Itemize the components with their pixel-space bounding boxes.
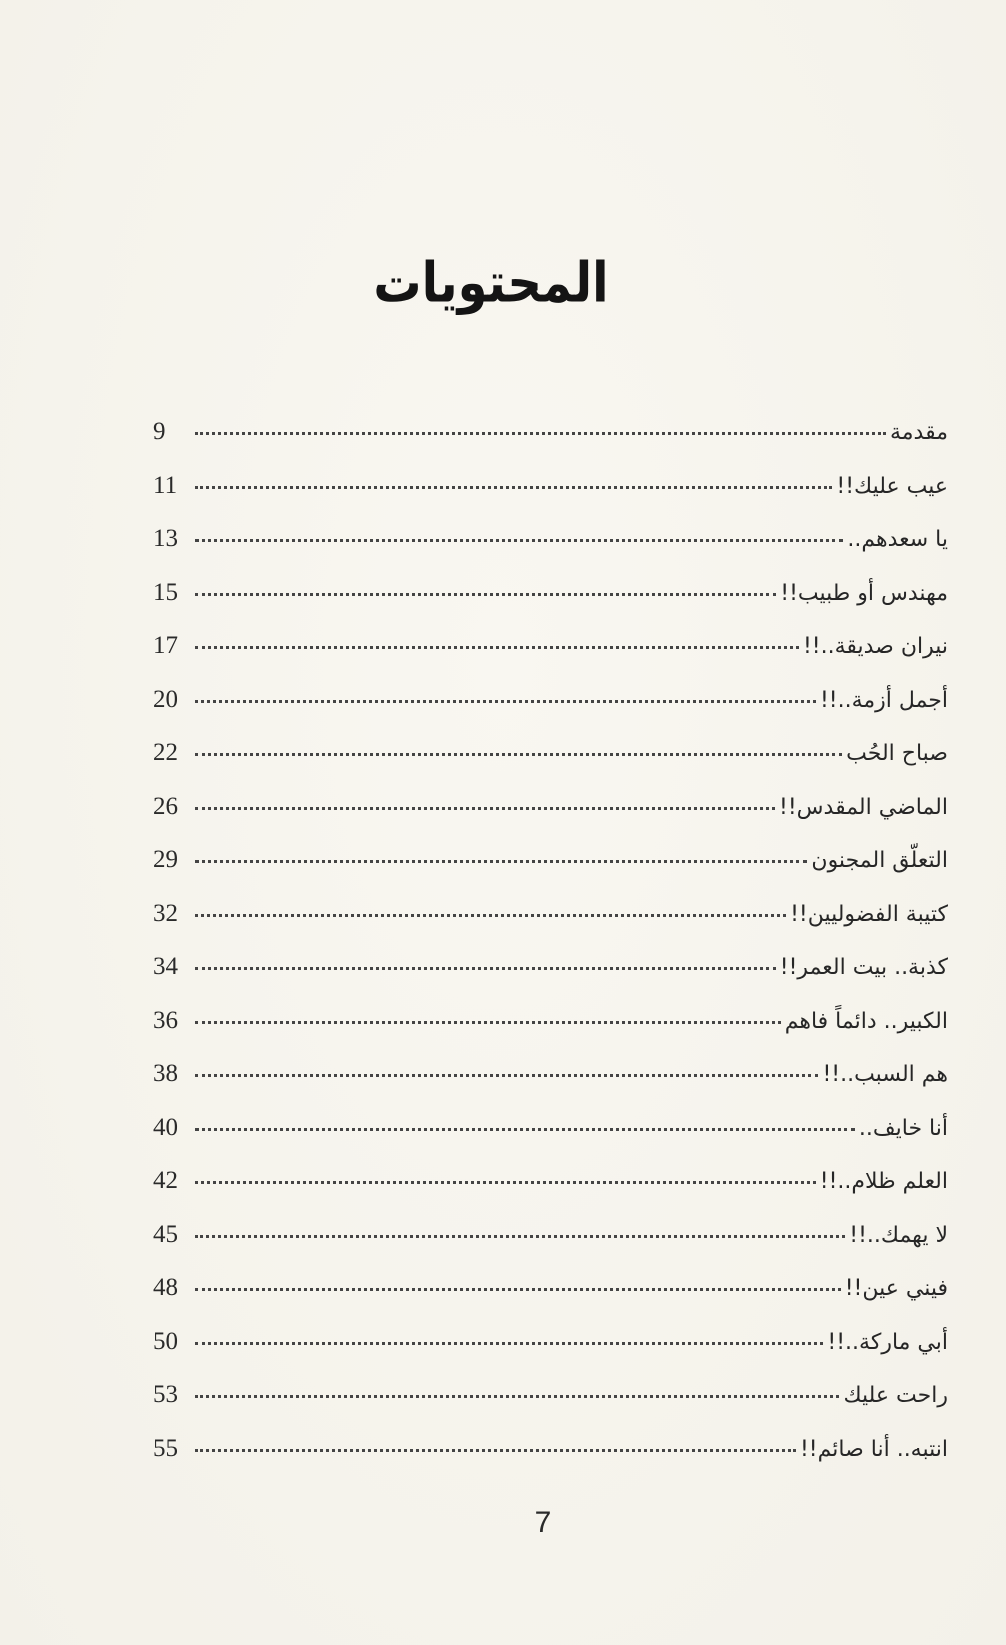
toc-row: [153, 1114, 948, 1168]
toc-row: [153, 900, 948, 954]
toc-row: [153, 1435, 948, 1489]
dot-leader: [195, 1395, 839, 1398]
dot-leader: [195, 1128, 855, 1131]
dot-leader: [195, 432, 886, 435]
toc-page-number: 53: [153, 1381, 178, 1408]
toc-entry-title: مقدمة: [889, 420, 948, 445]
toc-entry-title: لا يهمك..!!: [849, 1222, 948, 1248]
toc-page-number: 36: [153, 1006, 178, 1034]
toc-row: [153, 1060, 948, 1114]
toc-entry-title: راحت عليك: [843, 1383, 948, 1408]
toc-page-number: 9: [153, 418, 166, 445]
page-number-footer: 7: [534, 1506, 552, 1539]
toc-row: [153, 846, 948, 900]
dot-leader: [195, 1074, 818, 1077]
toc-entry-title: التعلّق المجنون: [811, 848, 948, 873]
toc-page-number: 48: [153, 1274, 178, 1301]
toc-row: [153, 1007, 948, 1061]
toc-page-number: 22: [153, 739, 178, 766]
dot-leader: [195, 593, 776, 596]
toc-page-number: 38: [153, 1060, 178, 1087]
toc-row: [153, 418, 948, 472]
dot-leader: [195, 914, 786, 917]
toc-row: [153, 793, 948, 847]
toc-entry-title: كتيبة الفضوليين!!: [790, 901, 948, 927]
toc-row: [153, 953, 948, 1007]
toc-row: [153, 739, 948, 793]
toc-entry-title: الماضي المقدس!!: [779, 794, 948, 820]
dot-leader: [195, 753, 842, 756]
toc-entry-title: الكبير.. دائماً فاهم: [784, 1008, 948, 1034]
dot-leader: [195, 860, 807, 863]
dot-leader: [195, 1181, 816, 1184]
toc-page-number: 32: [153, 899, 178, 927]
toc-page-number: 45: [153, 1220, 178, 1248]
toc-row: [153, 1328, 948, 1382]
dot-leader: [195, 967, 776, 970]
dot-leader: [195, 1342, 823, 1345]
toc-row: [153, 1167, 948, 1221]
toc-page-number: 40: [153, 1113, 178, 1141]
toc-row: [153, 1274, 948, 1328]
toc-entry-title: أجمل أزمة..!!: [819, 687, 948, 713]
dot-leader: [195, 700, 816, 703]
dot-leader: [195, 1021, 781, 1024]
table-of-contents: [153, 418, 948, 1488]
toc-entry-title: فيني عين!!: [844, 1276, 948, 1301]
toc-row: [153, 1221, 948, 1275]
toc-page-number: 17: [153, 632, 178, 659]
dot-leader: [195, 486, 832, 489]
toc-row: [153, 1381, 948, 1435]
toc-entry-title: كذبة.. بيت العمر!!: [779, 955, 948, 980]
toc-page-number: 26: [153, 792, 178, 820]
toc-entry-title: هم السبب..!!: [822, 1062, 948, 1087]
page-title: المحتويات: [373, 250, 609, 316]
dot-leader: [195, 646, 799, 649]
toc-entry-title: يا سعدهم..: [847, 527, 948, 552]
toc-entry-title: العلم ظلام..!!: [819, 1169, 948, 1194]
toc-entry-title: عيب عليك!!: [836, 473, 948, 499]
toc-entry-title: مهندس أو طبيب!!: [780, 580, 948, 606]
toc-row: [153, 632, 948, 686]
toc-entry-title: صباح الحُب: [846, 741, 948, 766]
dot-leader: [195, 807, 775, 810]
toc-page-number: 55: [153, 1434, 178, 1462]
toc-page-number: 50: [153, 1327, 178, 1355]
toc-page-number: 20: [153, 685, 178, 713]
toc-page-number: 29: [153, 846, 178, 873]
toc-page-number: 11: [153, 471, 178, 499]
toc-entry-title: نيران صديقة..!!: [802, 634, 948, 659]
dot-leader: [195, 1235, 845, 1238]
dot-leader: [195, 539, 843, 542]
toc-page-number: 42: [153, 1167, 178, 1194]
toc-entry-title: أبي ماركة..!!: [827, 1329, 948, 1355]
toc-row: [153, 525, 948, 579]
toc-page-number: 34: [153, 953, 178, 980]
toc-page-number: 13: [153, 525, 178, 552]
toc-entry-title: انتبه.. أنا صائم!!: [799, 1436, 948, 1462]
toc-row: [153, 579, 948, 633]
toc-row: [153, 472, 948, 526]
toc-page-number: 15: [153, 578, 178, 606]
dot-leader: [195, 1288, 841, 1291]
dot-leader: [195, 1449, 796, 1452]
toc-row: [153, 686, 948, 740]
toc-entry-title: أنا خايف..: [858, 1115, 948, 1141]
